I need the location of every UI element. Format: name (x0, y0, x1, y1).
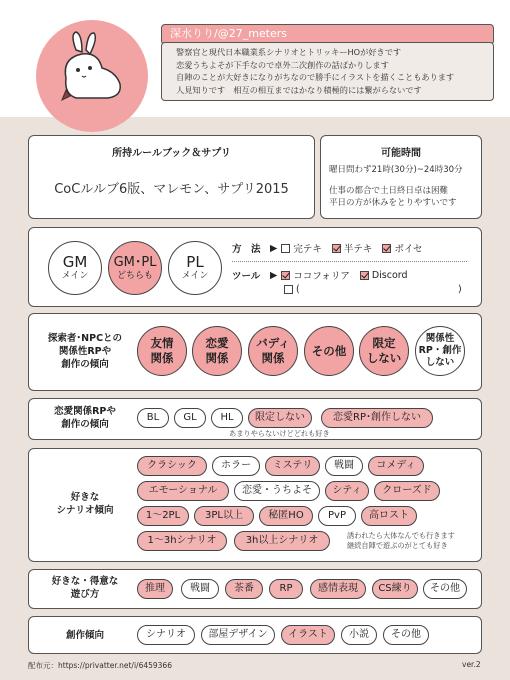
relation-text: RP・創作 (418, 345, 462, 356)
creation-room-design[interactable]: 部屋デザイン (201, 625, 275, 645)
role-gm-pl-label: GM･PL (113, 255, 157, 270)
romance-note: あまりやらないけどどれも好き (229, 429, 330, 438)
checkbox[interactable] (360, 271, 369, 280)
creation-scenario[interactable]: シナリオ (137, 625, 195, 645)
bio-line: 警察官と現代日本職業系シナリオとトリッキーHOが好きです (176, 47, 402, 57)
divider (232, 261, 467, 262)
availability-line (329, 177, 463, 185)
profile-bio (161, 42, 494, 101)
tools-other-open: ( (296, 284, 300, 295)
scenario-comedy[interactable]: コメディ (368, 456, 424, 476)
romance-hl[interactable]: HL (211, 408, 243, 428)
availability-title: 可能時間 (381, 148, 421, 159)
method-option[interactable] (382, 241, 422, 255)
relation-text: しない (366, 351, 402, 365)
availability-text (329, 164, 463, 210)
scenario-emotional[interactable]: エモーショナル (137, 481, 229, 501)
relation-text: 関係 (150, 351, 174, 365)
play-label-line: 遊び方 (70, 589, 100, 600)
romance-label (35, 405, 135, 431)
role-pl-label: PL (186, 253, 204, 271)
scenario-city[interactable]: シティ (325, 481, 369, 501)
method-option[interactable] (281, 241, 322, 255)
relations-label-line: 探索者･NPCとの (47, 333, 123, 344)
tool-option[interactable] (281, 268, 350, 282)
method-option-label: 半テキ (343, 244, 373, 255)
scenario-high-lost[interactable]: 高ロスト (361, 506, 417, 526)
scenario-note-line: 誘われたら大体なんでも行きます (347, 531, 455, 540)
scenario-note (347, 531, 455, 551)
scenario-label (35, 491, 135, 517)
availability-line: 仕事の都合で土日終日卓は困難 (329, 185, 449, 196)
bio-line: 恋愛うちよそが下手なので卓外二次創作の話ばかりします (176, 59, 389, 70)
creation-label: 創作傾向 (65, 630, 104, 641)
profile-name: 深水りり/@27_meters (161, 24, 494, 45)
romance-unlimited[interactable]: 限定しない (248, 408, 312, 428)
checkbox[interactable] (284, 285, 293, 294)
romance-label-line: 恋愛関係RPや (54, 406, 116, 417)
relation-unlimited[interactable] (359, 326, 409, 376)
method-row: 方 法 ▶ 完テキ 半テキ ボイセ (232, 242, 423, 255)
romance-gl[interactable]: GL (174, 408, 206, 428)
scenario-card (28, 448, 482, 562)
rulebook-value: CoCルルブ6版、マレモン、サプリ2015 (54, 182, 289, 197)
role-gm[interactable] (48, 241, 102, 295)
relations-label-line: 創作の傾向 (61, 359, 109, 370)
rulebook-card (28, 135, 315, 219)
method-option[interactable] (332, 241, 373, 255)
scenario-battle[interactable]: 戦闘 (325, 456, 363, 476)
romance-bl[interactable]: BL (137, 408, 169, 428)
play-label (35, 575, 135, 601)
relation-text: 限定 (372, 336, 396, 350)
checkbox[interactable] (281, 271, 290, 280)
checkbox[interactable] (281, 244, 290, 253)
romance-none[interactable]: 恋愛RP･創作しない (321, 408, 433, 428)
role-gm-label: GM (62, 253, 88, 271)
relation-friendship[interactable] (137, 326, 187, 376)
footer-source: 配布元：https://privatter.net/i/6459366 (28, 661, 172, 670)
role-gm-pl-sub: どちらも (116, 271, 153, 281)
play-card (28, 569, 482, 609)
avatar (36, 20, 148, 132)
play-other[interactable]: その他 (423, 579, 467, 599)
availability-card (320, 135, 482, 219)
play-emotion[interactable]: 感情表現 (310, 579, 366, 599)
relation-romance[interactable] (192, 326, 242, 376)
method-option-label: 完テキ (293, 244, 322, 255)
play-chaban[interactable]: 茶番 (225, 579, 263, 599)
relation-text: 関係 (205, 351, 229, 365)
tool-option-label: Discord (371, 269, 408, 281)
relation-text: 関係性 (425, 333, 455, 344)
play-cs[interactable]: CS練り (372, 579, 418, 599)
bio-line: 自陣のことが大好きになりがちなので勝手にイラストを描くこともあります (176, 72, 455, 82)
scenario-closed[interactable]: クローズド (374, 481, 440, 501)
relations-label (35, 332, 135, 371)
relation-other[interactable] (304, 326, 354, 376)
tools-other-row (284, 284, 464, 295)
play-rp[interactable]: RP (269, 579, 303, 599)
scenario-1-3h[interactable]: 1〜3hシナリオ (137, 531, 227, 551)
footer-version: ver.2 (462, 660, 481, 669)
creation-novel[interactable]: 小説 (341, 625, 377, 645)
scenario-pvp[interactable]: PvP (318, 506, 356, 526)
creation-illust[interactable]: イラスト (281, 625, 335, 645)
scenario-label-line: 好きな (70, 492, 100, 503)
relation-buddy[interactable] (248, 326, 298, 376)
rabbit-icon (36, 20, 148, 132)
tool-option[interactable] (360, 270, 408, 281)
scenario-1-2pl[interactable]: 1〜2PL (137, 506, 189, 526)
relation-text: その他 (311, 343, 347, 358)
creation-card (28, 616, 482, 654)
play-style-card (28, 227, 482, 307)
checkbox[interactable] (332, 244, 341, 253)
scenario-label-line: シナリオ傾向 (56, 505, 114, 516)
method-label: 方 法 (232, 244, 261, 255)
scenario-3pl[interactable]: 3PL以上 (194, 506, 254, 526)
tools-label: ツール (232, 271, 261, 282)
method-option-label: ボイセ (394, 244, 423, 255)
scenario-romance[interactable]: 恋愛・うちよそ (234, 481, 320, 501)
romance-label-line: 創作の傾向 (61, 419, 109, 430)
role-gm-sub: メイン (61, 271, 89, 281)
scenario-secret-ho[interactable]: 秘匿HO (259, 506, 313, 526)
relation-text: しない (425, 357, 455, 368)
relation-none[interactable] (415, 326, 465, 376)
bio-line: 人見知りです 相互の相互まではかなり積極的には繋がらないです (176, 84, 422, 95)
availability-line: 曜日問わず21時(30分)~24時30分 (329, 165, 463, 175)
tools-row: ツール ▶ ココフォリア Discord (232, 269, 408, 282)
relations-label-line: 関係性RPや (58, 346, 112, 357)
play-label-line: 好きな・得意な (51, 576, 119, 587)
checkbox[interactable] (382, 244, 391, 253)
availability-line: 平日の方が休みをとりやすいです (329, 198, 457, 208)
scenario-3h-plus[interactable]: 3h以上シナリオ (234, 531, 330, 551)
relation-text: 恋愛 (205, 336, 229, 350)
play-battle[interactable]: 戦闘 (181, 579, 219, 599)
role-pl[interactable] (168, 241, 222, 295)
relation-text: 友情 (150, 336, 174, 350)
relation-text: バディ (256, 336, 290, 350)
play-deduction[interactable]: 推理 (137, 579, 173, 599)
tool-option-label: ココフォリア (293, 271, 350, 282)
rulebook-title: 所持ルールブック＆サプリ (112, 148, 231, 159)
romance-card (28, 398, 482, 440)
role-pl-sub: メイン (181, 271, 209, 281)
creation-other[interactable]: その他 (383, 625, 429, 645)
relation-text: 関係 (261, 351, 285, 365)
tools-other-close: ) (458, 284, 462, 295)
scenario-note-line: 継続自陣で遊ぶのがとても好き (347, 541, 448, 550)
relations-card (28, 313, 482, 391)
scenario-mystery[interactable]: ミステリ (265, 456, 320, 476)
scenario-horror[interactable]: ホラー (212, 456, 260, 476)
role-gm-pl[interactable] (108, 241, 162, 295)
scenario-classic[interactable]: クラシック (137, 456, 207, 476)
